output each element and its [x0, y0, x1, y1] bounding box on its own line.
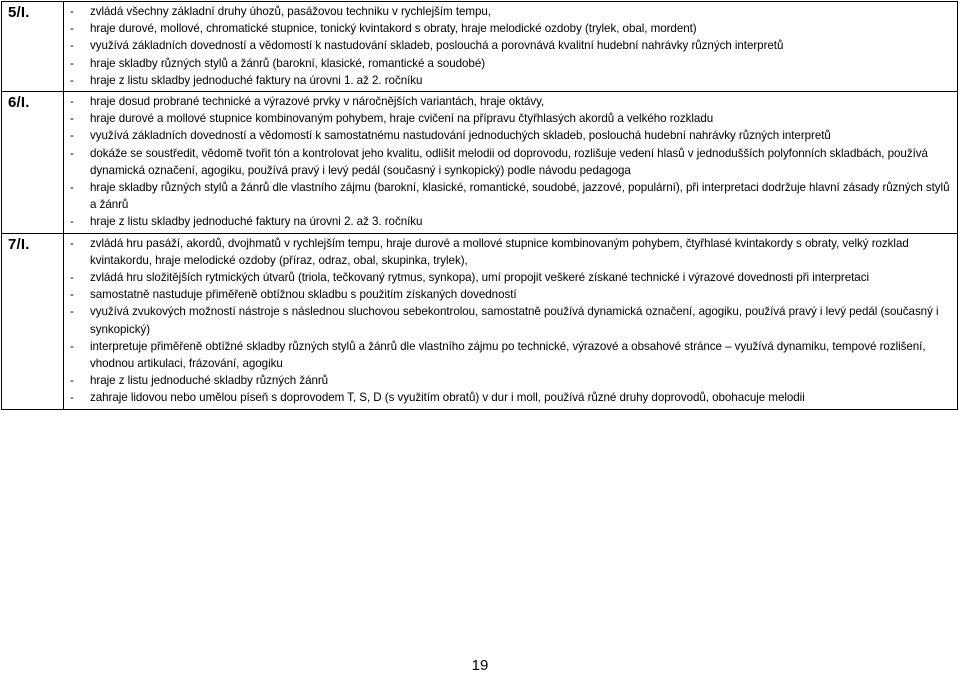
bullet-dash: -	[70, 288, 74, 302]
list-item	[70, 127, 953, 144]
table-row	[2, 2, 958, 92]
list-item-text: hraje durové, mollové, chromatické stupnice, tonický kvintakord s obraty, hraje melodické ozdoby (trylek, obal, mordent)	[90, 22, 697, 36]
list-item	[70, 55, 953, 72]
bullet-dash: -	[70, 112, 74, 126]
outcomes-list	[70, 93, 953, 231]
bullet-dash: -	[70, 22, 74, 36]
list-item-text: hraje skladby různých stylů a žánrů dle vlastního zájmu (barokní, klasické, romantické, soudobé, jazzové, populární), při interpretaci dodržuje hlavní zásady různých stylů a žánrů	[90, 181, 950, 212]
outcomes-list	[70, 3, 953, 89]
list-item-text: využívá základních dovedností a vědomostí k samostatnému nastudování jednoduchých skladeb, poslouchá hudební nahrávky různých interpretů	[90, 129, 831, 143]
list-item	[70, 145, 953, 179]
list-item-text: zvládá všechny základní druhy úhozů, pasážovou techniku v rychlejším tempu,	[90, 5, 491, 18]
bullet-dash: -	[70, 146, 74, 160]
curriculum-table	[1, 1, 958, 410]
list-item	[70, 338, 953, 372]
list-item	[70, 235, 953, 269]
list-item	[70, 20, 953, 37]
list-item-text: hraje durové a mollové stupnice kombinovaným pohybem, hraje cvičení na přípravu čtyřhlasých akordů a velkého rozkladu	[90, 112, 714, 126]
list-item	[70, 269, 953, 286]
list-item	[70, 213, 953, 230]
list-item-text: dokáže se soustředit, vědomě tvořit tón a kontrolovat jeho kvalitu, odlišit melodii od doprovodu, rozlišuje vedení hlasů v jednodušších polyfonních skladbách, používá dynamická označení, agogiku, používá pravý i levý pedál (současný i synkopický) podle návodu pedagoga	[90, 146, 928, 177]
bullet-dash: -	[70, 236, 74, 250]
bullet-dash: -	[70, 339, 74, 353]
bullet-dash: -	[70, 374, 74, 388]
grade-label: 7/I.	[8, 235, 30, 253]
list-item-text: hraje dosud probrané technické a výrazové prvky v náročnějších variantách, hraje oktávy,	[90, 95, 545, 109]
bullet-dash: -	[70, 39, 74, 53]
bullet-dash: -	[70, 129, 74, 143]
list-item	[70, 3, 953, 20]
outcomes-cell	[64, 92, 958, 234]
list-item	[70, 372, 953, 389]
bullet-dash: -	[70, 215, 74, 229]
list-item-text: interpretuje přiměřeně obtížné skladby různých stylů a žánrů dle vlastního zájmu po technické, výrazové a obsahové stránce – využívá dynamiku, tempové rozlišení, vhodnou artikulaci, frázování, agogiku	[90, 339, 926, 371]
bullet-dash: -	[70, 95, 74, 109]
outcomes-cell	[64, 2, 958, 92]
list-item-text: hraje z listu jednoduché skladby různých žánrů	[90, 374, 329, 388]
grade-label: 6/I.	[8, 94, 30, 112]
bullet-dash: -	[70, 56, 74, 70]
list-item	[70, 286, 953, 303]
page-number: 19	[471, 657, 489, 674]
list-item	[70, 93, 953, 110]
list-item-text: využívá zvukových možností nástroje s následnou sluchovou sebekontrolou, samostatně používá dynamická označení, agogiku, používá pravý i levý pedál (současný i synkopický)	[90, 305, 939, 336]
list-item-text: zvládá hru složitějších rytmických útvarů (triola, tečkovaný rytmus, synkopa), umí propojit veškeré získané technické i výrazové dovednosti při interpretaci	[90, 271, 869, 285]
bullet-dash: -	[70, 271, 74, 285]
list-item-text: zahraje lidovou nebo umělou píseň s doprovodem T, S, D (s využitím obratů) v dur i moll, používá různé druhy doprovodů, obohacuje melodii	[90, 391, 805, 405]
list-item	[70, 303, 953, 337]
list-item-text: samostatně nastuduje přiměřeně obtížnou skladbu s použitím získaných dovedností	[90, 288, 517, 302]
table-row	[2, 233, 958, 409]
list-item	[70, 37, 953, 54]
list-item-text: hraje z listu skladby jednoduché faktury na úrovni 1. až 2. ročníku	[90, 73, 423, 87]
list-item	[70, 72, 953, 89]
outcomes-list	[70, 235, 953, 407]
bullet-dash: -	[70, 305, 74, 319]
bullet-dash: -	[70, 5, 74, 18]
grade-cell	[2, 233, 64, 409]
table-row	[2, 92, 958, 234]
grade-cell	[2, 92, 64, 234]
list-item	[70, 389, 953, 406]
list-item-text: využívá základních dovedností a vědomostí k nastudování skladeb, poslouchá a porovnává kvalitní hudební nahrávky různých interpretů	[90, 39, 784, 53]
grade-cell	[2, 2, 64, 92]
bullet-dash: -	[70, 391, 74, 405]
grade-label: 5/I.	[8, 4, 30, 21]
list-item	[70, 179, 953, 213]
list-item-text: hraje z listu skladby jednoduché faktury na úrovni 2. až 3. ročníku	[90, 215, 423, 229]
list-item-text: hraje skladby různých stylů a žánrů (barokní, klasické, romantické a soudobé)	[90, 56, 486, 70]
list-item-text: zvládá hru pasáží, akordů, dvojhmatů v rychlejším tempu, hraje durové a mollové stupnice kombinovaným pohybem, čtyřhlasé kvintakordy s obraty, velký rozklad kvintakordu, hraje melodické ozdoby (příraz, odraz, obal, skupinka, trylek),	[90, 236, 909, 267]
bullet-dash: -	[70, 181, 74, 195]
bullet-dash: -	[70, 73, 74, 87]
list-item	[70, 110, 953, 127]
outcomes-cell	[64, 233, 958, 409]
